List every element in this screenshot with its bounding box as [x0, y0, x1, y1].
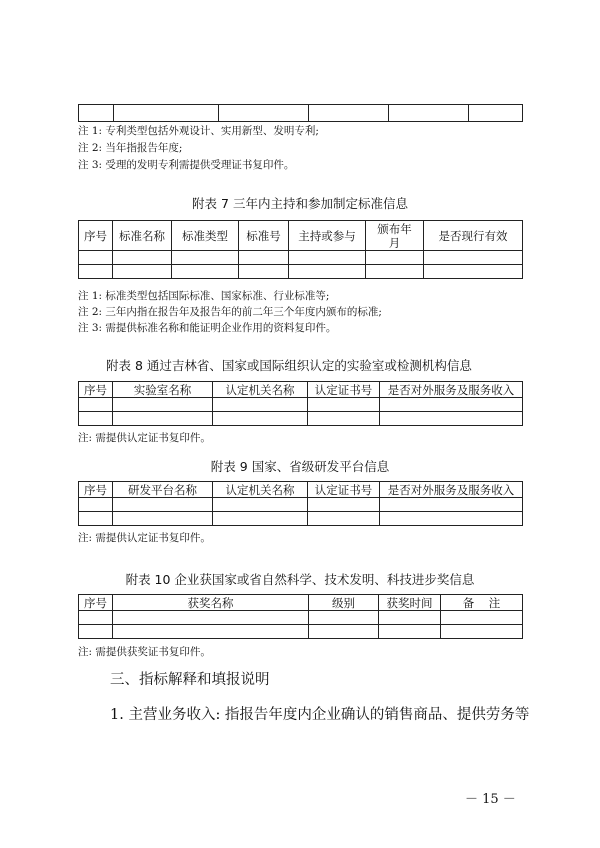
col-award-name: 获奖名称 [113, 595, 309, 611]
col-remarks: 备 注 [441, 595, 523, 611]
table10-note: 注: 需提供获奖证书复印件。 [78, 646, 211, 658]
table-header-row [79, 221, 523, 251]
table-row [79, 498, 523, 512]
table10-title: 附表 10 企业获国家或省自然科学、技术发明、科技进步奖信息 [125, 572, 475, 587]
table-row [79, 398, 523, 412]
col-certifying-authority: 认定机关名称 [213, 382, 308, 398]
patent-table-continuation [78, 104, 523, 122]
page-number: － 15 － [465, 792, 516, 807]
table-row [79, 105, 523, 122]
table7-note-3: 注 3: 需提供标准名称和能证明企业作用的资料复印件。 [78, 322, 337, 334]
col-certificate-number: 认定证书号 [308, 482, 380, 498]
table-row [79, 625, 523, 639]
table-header-row [79, 382, 523, 398]
table-row [79, 512, 523, 526]
table-row [79, 265, 523, 279]
col-index: 序号 [79, 221, 113, 251]
top-note-2: 注 2: 当年指报告年度; [78, 142, 183, 154]
table7-title: 附表 7 三年内主持和参加制定标准信息 [192, 196, 408, 211]
table9-note: 注: 需提供认定证书复印件。 [78, 532, 211, 544]
table-header-row [79, 482, 523, 498]
col-standard-type: 标准类型 [172, 221, 239, 251]
col-lab-name: 实验室名称 [113, 382, 213, 398]
col-issue-date: 颁布年 月 [366, 221, 424, 251]
col-index: 序号 [79, 482, 113, 498]
col-external-service-income: 是否对外服务及服务收入 [380, 482, 523, 498]
section-heading: 三、指标解释和填报说明 [110, 672, 270, 688]
table-row [79, 251, 523, 265]
col-platform-name: 研发平台名称 [113, 482, 213, 498]
col-certifying-authority: 认定机关名称 [213, 482, 308, 498]
col-lead-or-participate: 主持或参与 [289, 221, 366, 251]
table7-note-1: 注 1: 标准类型包括国际标准、国家标准、行业标准等; [78, 290, 330, 302]
table-row [79, 412, 523, 426]
col-certificate-number: 认定证书号 [308, 382, 380, 398]
table9-title: 附表 9 国家、省级研发平台信息 [210, 459, 390, 474]
top-note-3: 注 3: 受理的发明专利需提供受理证书复印件。 [78, 159, 295, 171]
table8-title: 附表 8 通过吉林省、国家或国际组织认定的实验室或检测机构信息 [106, 358, 472, 373]
table7-standards [78, 220, 523, 279]
col-standard-name: 标准名称 [113, 221, 172, 251]
table-header-row [79, 595, 523, 611]
col-level: 级别 [309, 595, 379, 611]
table8-laboratories [78, 381, 523, 426]
table7-note-2: 注 2: 三年内指在报告年及报告年的前二年三个年度内颁布的标准; [78, 306, 382, 318]
table-row [79, 611, 523, 625]
col-standard-number: 标准号 [239, 221, 289, 251]
col-index: 序号 [79, 382, 113, 398]
col-index: 序号 [79, 595, 113, 611]
col-award-date: 获奖时间 [379, 595, 441, 611]
top-note-1: 注 1: 专利类型包括外观设计、实用新型、发明专利; [78, 125, 319, 137]
col-external-service-income: 是否对外服务及服务收入 [380, 382, 523, 398]
body-paragraph: 1. 主营业务收入: 指报告年度内企业确认的销售商品、提供劳务等 [110, 707, 530, 723]
table8-note: 注: 需提供认定证书复印件。 [78, 432, 211, 444]
table10-awards [78, 594, 523, 639]
col-currently-valid: 是否现行有效 [424, 221, 523, 251]
table9-rd-platforms [78, 481, 523, 526]
